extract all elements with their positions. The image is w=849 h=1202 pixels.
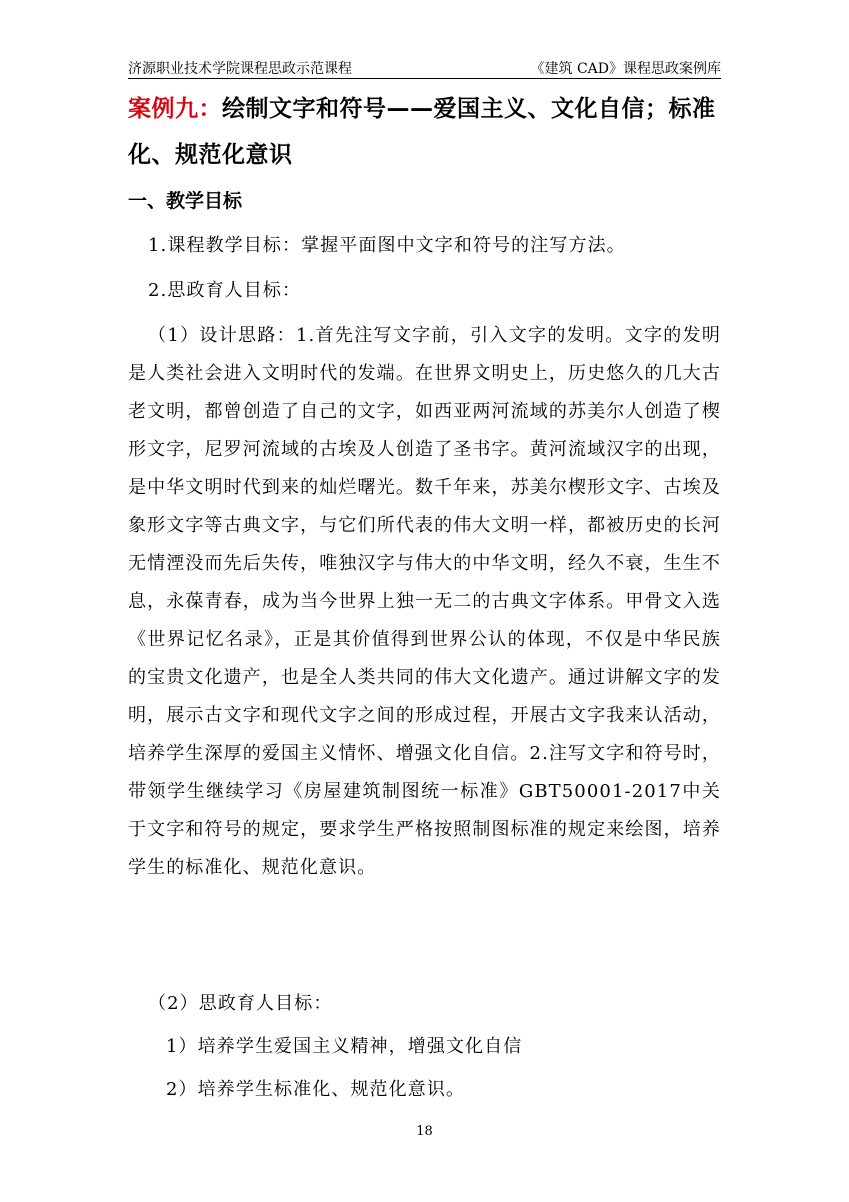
header-right: 《建筑 CAD》课程思政案例库 [530, 61, 721, 77]
case-title [128, 86, 728, 178]
goal-item-2: 2）培养学生标准化、规范化意识。 [166, 1079, 466, 1100]
goal-subheading: （2）思政育人目标： [148, 993, 333, 1014]
case-title-text: 绘制文字和符号——爱国主义、文化自信；标准化、规范化意识 [128, 96, 716, 168]
goal-ideology: 2.思政育人目标： [148, 280, 302, 301]
page-header [128, 56, 721, 79]
goal-item-1: 1）培养学生爱国主义精神，增强文化自信 [166, 1036, 523, 1057]
header-left: 济源职业技术学院课程思政示范课程 [128, 61, 352, 77]
section-heading: 一、教学目标 [128, 190, 243, 212]
design-paragraph: （1）设计思路：1.首先注写文字前，引入文字的发明。文字的发明是人类社会进入文明时代的发端。在世界文明史上，历史悠久的几大古老文明，都曾创造了自己的文字，如西亚两河流域的苏美尔人创造了楔形文字，尼罗河流域的古埃及人创造了圣书字。黄河流域汉字的出现，是中华文明时代到来的灿烂曙光。数千年来，苏美尔楔形文字、古埃及象形文字等古典文字，与它们所代表的伟大文明一样，都被历史的长河无情湮没而先后失传，唯独汉字与伟大的中华文明，经久不衰，生生不息，永葆青春，成为当今世界上独一无二的古典文字体系。甲骨文入选《世界记忆名录》，正是其价值得到世界公认的体现，不仅是中华民族的宝贵文化遗产，也是全人类共同的伟大文化遗产。通过讲解文字的发明，展示古文字和现代文字之间的形成过程，开展古文字我来认活动，培养学生深厚的爱国主义情怀、增强文化自信。2.注写文字和符号时，带领学生继续学习《房屋建筑制图统一标准》GBT50001-2017中关于文字和符号的规定，要求学生严格按照制图标准的规定来绘图，培养学生的标准化、规范化意识。 [128, 325, 721, 878]
page-number: 18 [416, 1124, 433, 1139]
case-label: 案例九： [128, 96, 222, 122]
goal-course: 1.课程教学目标：掌握平面图中文字和符号的注写方法。 [148, 235, 626, 256]
